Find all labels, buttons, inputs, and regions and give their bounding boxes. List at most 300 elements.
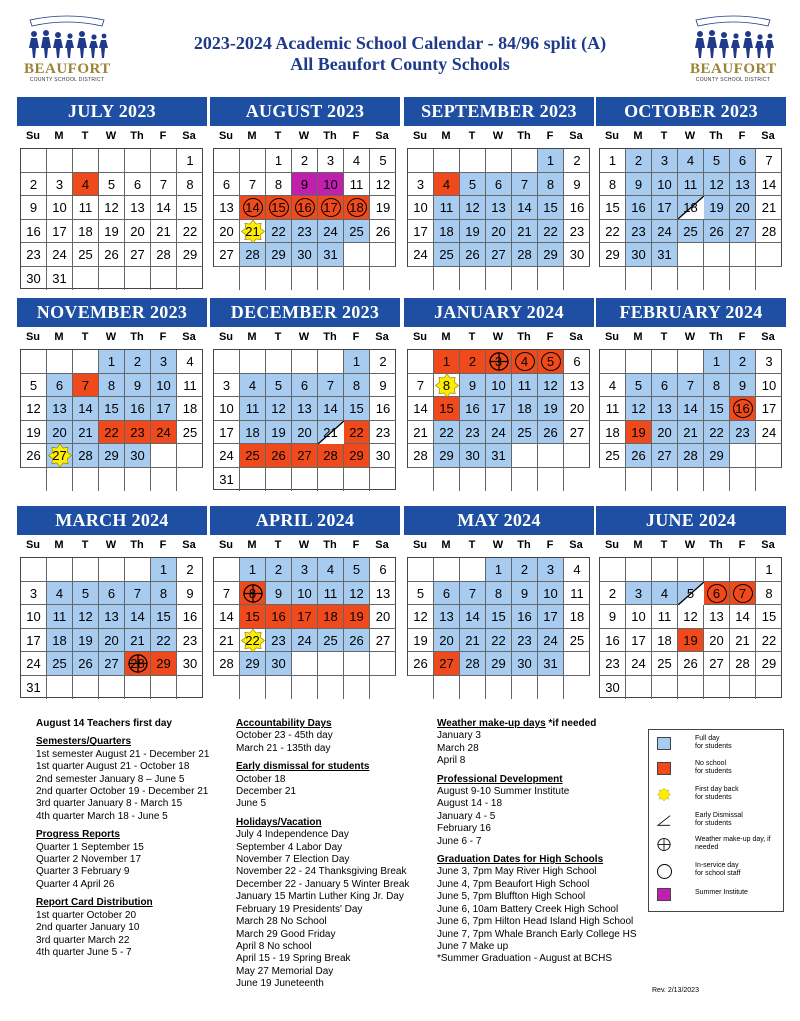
day-cell — [730, 350, 756, 374]
day-cell — [538, 374, 564, 398]
day-number: 3 — [660, 153, 669, 168]
day-cell — [266, 558, 292, 582]
day-number: 16 — [271, 609, 286, 624]
day-number: 26 — [26, 448, 41, 463]
day-cell — [214, 582, 240, 606]
day-number: 29 — [439, 448, 454, 463]
notes-column-2 — [236, 718, 436, 991]
day-cell — [99, 629, 125, 653]
legend — [648, 729, 784, 912]
weekday-label: Sa — [375, 539, 389, 551]
weekday-label: W — [298, 331, 310, 343]
day-number: 3 — [55, 176, 64, 192]
empty-cell — [292, 350, 318, 374]
day-cell — [47, 173, 73, 197]
day-number: 22 — [439, 424, 454, 440]
day-cell — [292, 421, 318, 445]
day-number: 28 — [517, 247, 532, 262]
empty-cell — [240, 676, 266, 700]
empty-cell — [408, 676, 434, 700]
notes-line: January 3 — [437, 730, 481, 742]
day-number: 7 — [222, 585, 231, 601]
day-cell — [756, 397, 782, 421]
day-number: 19 — [26, 424, 41, 440]
month-title: AUGUST 2023 — [210, 97, 400, 126]
day-cell — [151, 652, 177, 676]
day-number: 31 — [26, 679, 41, 695]
day-cell — [73, 220, 99, 244]
empty-cell — [151, 444, 177, 468]
day-number: 18 — [78, 223, 93, 239]
day-number: 21 — [761, 200, 777, 215]
day-cell — [292, 629, 318, 653]
empty-cell — [652, 558, 678, 582]
day-cell — [240, 605, 266, 629]
empty-cell — [486, 267, 512, 291]
day-cell — [652, 374, 678, 398]
empty-cell — [99, 149, 125, 173]
day-number: 13 — [219, 200, 234, 215]
day-number: 17 — [491, 401, 506, 416]
day-number: 23 — [130, 424, 145, 440]
day-cell — [652, 220, 678, 244]
day-number: 23 — [26, 247, 41, 262]
day-number: 21 — [130, 632, 145, 648]
day-cell — [214, 374, 240, 398]
day-number: 11 — [323, 585, 338, 601]
month-february — [596, 298, 786, 498]
empty-cell — [370, 267, 396, 291]
day-cell — [652, 173, 678, 197]
day-cell — [151, 220, 177, 244]
day-number: 29 — [182, 247, 198, 262]
empty-cell — [564, 652, 590, 676]
day-cell — [756, 173, 782, 197]
day-number: 1 — [352, 354, 361, 369]
notes-line: July 4 Independence Day — [236, 829, 349, 841]
day-number: 26 — [375, 223, 391, 239]
day-cell — [292, 220, 318, 244]
day-number: 26 — [78, 656, 93, 671]
day-number: 27 — [52, 448, 67, 463]
day-number: 27 — [735, 223, 750, 239]
notes-line: November 7 Election Day — [236, 854, 350, 866]
empty-cell — [460, 468, 486, 492]
day-cell — [678, 173, 704, 197]
day-number: 18 — [323, 609, 338, 624]
day-number: 20 — [130, 223, 145, 239]
day-number: 28 — [245, 247, 260, 262]
day-cell — [370, 397, 396, 421]
day-number: 19 — [683, 632, 698, 648]
day-cell — [756, 558, 782, 582]
month-september — [404, 97, 594, 297]
day-number: 20 — [569, 401, 585, 416]
day-cell — [756, 220, 782, 244]
day-cell — [151, 350, 177, 374]
day-cell — [292, 243, 318, 267]
day-cell — [240, 397, 266, 421]
day-cell — [408, 582, 434, 606]
day-cell — [486, 605, 512, 629]
day-cell — [21, 676, 47, 700]
day-cell — [292, 605, 318, 629]
month-title: MAY 2024 — [404, 506, 594, 535]
day-number: 20 — [297, 424, 312, 440]
empty-cell — [151, 267, 177, 291]
empty-cell — [292, 267, 318, 291]
weekday-label: Sa — [182, 331, 196, 343]
day-number: 2 — [468, 354, 477, 369]
weekday-label: T — [660, 331, 668, 343]
empty-cell — [486, 676, 512, 700]
day-number: 1 — [546, 153, 555, 168]
day-cell — [292, 558, 318, 582]
day-cell — [47, 374, 73, 398]
weekday-label: Th — [709, 130, 723, 142]
day-cell — [99, 220, 125, 244]
day-number: 2 — [29, 176, 38, 192]
weekday-label: Su — [25, 539, 41, 551]
empty-cell — [266, 676, 292, 700]
day-number: 31 — [323, 247, 338, 262]
day-number: 22 — [156, 632, 171, 648]
notes-line: March 21 - 135th day — [236, 742, 331, 754]
weekday-label: Sa — [569, 130, 583, 142]
day-cell — [460, 243, 486, 267]
day-number: 29 — [104, 448, 119, 463]
day-cell — [678, 421, 704, 445]
weekday-label: T — [468, 539, 476, 551]
notes-line: February 16 — [437, 823, 491, 835]
day-number: 28 — [735, 656, 750, 671]
day-number: 4 — [608, 377, 617, 393]
day-number: 6 — [442, 585, 451, 601]
empty-cell — [652, 267, 678, 291]
legend-label: Full day for students — [695, 735, 732, 750]
day-number: 11 — [657, 609, 672, 624]
day-cell — [652, 582, 678, 606]
notes-line: September 4 Labor Day — [236, 841, 343, 853]
day-number: 12 — [465, 200, 480, 215]
day-cell — [730, 629, 756, 653]
day-cell — [408, 605, 434, 629]
day-number: 13 — [297, 401, 312, 416]
day-number: 19 — [413, 632, 428, 648]
day-number: 22 — [605, 223, 620, 239]
day-number: 6 — [300, 377, 309, 393]
day-number: 5 — [81, 585, 90, 601]
day-cell — [512, 421, 538, 445]
empty-cell — [266, 267, 292, 291]
day-cell — [370, 374, 396, 398]
day-cell — [756, 149, 782, 173]
day-number: 18 — [605, 424, 620, 440]
day-number: 17 — [657, 200, 672, 215]
day-cell — [214, 444, 240, 468]
day-number: 18 — [569, 609, 585, 624]
notes-line: March 28 No School — [236, 916, 327, 928]
empty-cell — [512, 149, 538, 173]
day-cell — [151, 397, 177, 421]
day-number: 26 — [104, 247, 119, 262]
day-cell — [318, 173, 344, 197]
day-number: 12 — [631, 401, 646, 416]
day-cell — [125, 374, 151, 398]
empty-cell — [177, 676, 203, 700]
day-number: 2 — [573, 153, 581, 168]
day-number: 9 — [520, 585, 529, 601]
empty-cell — [652, 468, 678, 492]
day-cell — [652, 243, 678, 267]
day-cell — [512, 582, 538, 606]
day-number: 7 — [326, 377, 335, 393]
day-number: 6 — [494, 176, 503, 192]
day-cell — [21, 421, 47, 445]
day-number: 22 — [182, 223, 198, 239]
day-cell — [434, 397, 460, 421]
day-number: 22 — [709, 424, 724, 440]
day-number: 12 — [104, 200, 119, 215]
day-cell — [21, 220, 47, 244]
legend-label: Weather make-up day, if needed — [695, 836, 771, 851]
empty-cell — [512, 267, 538, 291]
day-cell — [538, 196, 564, 220]
day-cell — [177, 582, 203, 606]
day-cell — [730, 652, 756, 676]
notes-line: May 27 Memorial Day — [236, 965, 334, 977]
day-number: 1 — [159, 562, 168, 577]
day-cell — [47, 397, 73, 421]
day-number: 24 — [543, 632, 558, 648]
weekday-label: M — [247, 539, 257, 551]
empty-cell — [626, 558, 652, 582]
day-cell — [486, 582, 512, 606]
day-number: 21 — [735, 632, 750, 648]
weekday-label: W — [684, 331, 696, 343]
day-cell — [73, 173, 99, 197]
day-cell — [370, 605, 396, 629]
notes-line: June 6 - 7 — [437, 835, 482, 847]
day-cell — [600, 149, 626, 173]
day-cell — [99, 582, 125, 606]
day-cell — [564, 558, 590, 582]
day-number: 1 — [107, 354, 116, 369]
empty-cell — [704, 676, 730, 700]
notes-line: February 19 Presidents' Day — [236, 903, 363, 915]
day-number: 21 — [78, 424, 93, 440]
day-number: 10 — [26, 609, 41, 624]
day-number: 20 — [104, 632, 119, 648]
day-number: 7 — [468, 585, 477, 601]
day-cell — [564, 629, 590, 653]
day-number: 24 — [761, 424, 777, 440]
day-number: 14 — [245, 200, 260, 215]
day-number: 6 — [660, 377, 669, 393]
day-number: 27 — [130, 247, 145, 262]
day-number: 15 — [709, 401, 724, 416]
notes-line: 2nd quarter October 19 - December 21 — [36, 786, 209, 798]
weekday-label: Th — [130, 539, 144, 551]
empty-cell — [564, 468, 590, 492]
day-number: 16 — [130, 401, 145, 416]
day-number: 16 — [26, 223, 41, 239]
day-number: 23 — [605, 656, 620, 671]
notes-line: December 21 — [236, 786, 297, 798]
day-cell — [678, 149, 704, 173]
day-cell — [538, 173, 564, 197]
empty-cell — [756, 676, 782, 700]
day-cell — [99, 374, 125, 398]
day-number: 14 — [683, 401, 698, 416]
weekday-label: Su — [412, 539, 428, 551]
weekday-label: T — [274, 539, 282, 551]
day-number: 5 — [686, 585, 695, 601]
day-cell — [125, 350, 151, 374]
day-cell — [214, 397, 240, 421]
notes-line: April 8 — [437, 755, 466, 767]
day-number: 26 — [683, 656, 698, 671]
day-cell — [704, 421, 730, 445]
day-number: 15 — [543, 200, 558, 215]
day-cell — [240, 196, 266, 220]
empty-cell — [21, 468, 47, 492]
day-cell — [704, 374, 730, 398]
day-cell — [730, 173, 756, 197]
day-number: 23 — [375, 424, 391, 440]
day-cell — [318, 421, 344, 445]
empty-cell — [756, 243, 782, 267]
day-number: 13 — [491, 200, 506, 215]
day-number: 4 — [660, 585, 669, 601]
day-cell — [266, 196, 292, 220]
day-cell — [408, 652, 434, 676]
day-number: 8 — [712, 377, 721, 393]
empty-cell — [538, 444, 564, 468]
day-cell — [99, 350, 125, 374]
day-number: 22 — [104, 424, 119, 440]
day-cell — [486, 220, 512, 244]
day-number: 18 — [349, 200, 364, 215]
day-cell — [460, 652, 486, 676]
day-number: 4 — [442, 176, 451, 192]
empty-cell — [292, 676, 318, 700]
notes-heading: Holidays/Vacation — [236, 816, 322, 828]
in-service-ring-icon — [657, 864, 672, 879]
day-cell — [125, 220, 151, 244]
notes-line: April 15 - 19 Spring Break — [236, 953, 351, 965]
day-cell — [214, 220, 240, 244]
day-cell — [125, 397, 151, 421]
month-title: FEBRUARY 2024 — [596, 298, 786, 327]
day-number: 20 — [709, 632, 724, 648]
day-cell — [73, 421, 99, 445]
empty-cell — [704, 558, 730, 582]
day-cell — [626, 374, 652, 398]
legend-swatch — [657, 737, 671, 750]
day-cell — [214, 173, 240, 197]
calendar-title: 2023-2024 Academic School Calendar - 84/96 split (A) — [193, 33, 607, 53]
notes-line: 1st semester August 21 - December 21 — [36, 748, 210, 760]
day-cell — [512, 374, 538, 398]
notes-heading: Report Card Distribution — [36, 897, 153, 909]
day-number: 30 — [631, 247, 646, 262]
weekday-label: F — [159, 331, 167, 343]
weekday-label: Sa — [182, 130, 196, 142]
day-cell — [434, 605, 460, 629]
day-number: 14 — [130, 609, 145, 624]
day-cell — [318, 558, 344, 582]
weekday-label: W — [684, 130, 696, 142]
day-number: 27 — [297, 448, 312, 463]
day-number: 9 — [274, 585, 283, 601]
weekday-label: W — [492, 331, 504, 343]
day-number: 11 — [517, 377, 532, 393]
empty-cell — [704, 267, 730, 291]
day-cell — [652, 444, 678, 468]
empty-cell — [318, 676, 344, 700]
legend-swatch — [657, 762, 671, 775]
day-cell — [460, 629, 486, 653]
day-cell — [538, 582, 564, 606]
day-cell — [292, 374, 318, 398]
day-cell — [652, 605, 678, 629]
day-number: 22 — [349, 424, 364, 440]
day-cell — [73, 652, 99, 676]
day-cell — [214, 468, 240, 492]
day-cell — [177, 196, 203, 220]
weekday-label: M — [54, 130, 64, 142]
day-number: 12 — [413, 609, 428, 624]
empty-cell — [370, 468, 396, 492]
day-cell — [344, 582, 370, 606]
day-number: 1 — [765, 562, 773, 577]
day-cell — [21, 196, 47, 220]
day-number: 8 — [765, 585, 773, 601]
day-number: 4 — [248, 377, 257, 393]
day-cell — [125, 196, 151, 220]
month-may — [404, 506, 594, 706]
day-number: 29 — [245, 656, 260, 671]
day-number: 25 — [517, 424, 532, 440]
day-cell — [704, 629, 730, 653]
day-number: 7 — [765, 153, 773, 168]
empty-cell — [125, 267, 151, 291]
day-number: 22 — [271, 223, 286, 239]
empty-cell — [292, 468, 318, 492]
day-cell — [600, 173, 626, 197]
day-cell — [240, 173, 266, 197]
day-number: 19 — [631, 424, 646, 440]
day-number: 11 — [439, 200, 454, 215]
day-cell — [678, 220, 704, 244]
day-cell — [125, 173, 151, 197]
day-number: 24 — [156, 424, 171, 440]
notes-line: March 29 Good Friday — [236, 928, 336, 940]
day-cell — [600, 676, 626, 700]
weekday-label: M — [441, 331, 451, 343]
month-june — [596, 506, 786, 706]
day-number: 18 — [657, 632, 672, 648]
day-number: 3 — [765, 354, 773, 369]
day-number: 7 — [520, 176, 529, 192]
day-cell — [512, 196, 538, 220]
day-cell — [214, 605, 240, 629]
day-cell — [512, 605, 538, 629]
day-number: 17 — [26, 632, 41, 648]
weekday-label: F — [352, 331, 360, 343]
month-title: DECEMBER 2023 — [210, 298, 400, 327]
